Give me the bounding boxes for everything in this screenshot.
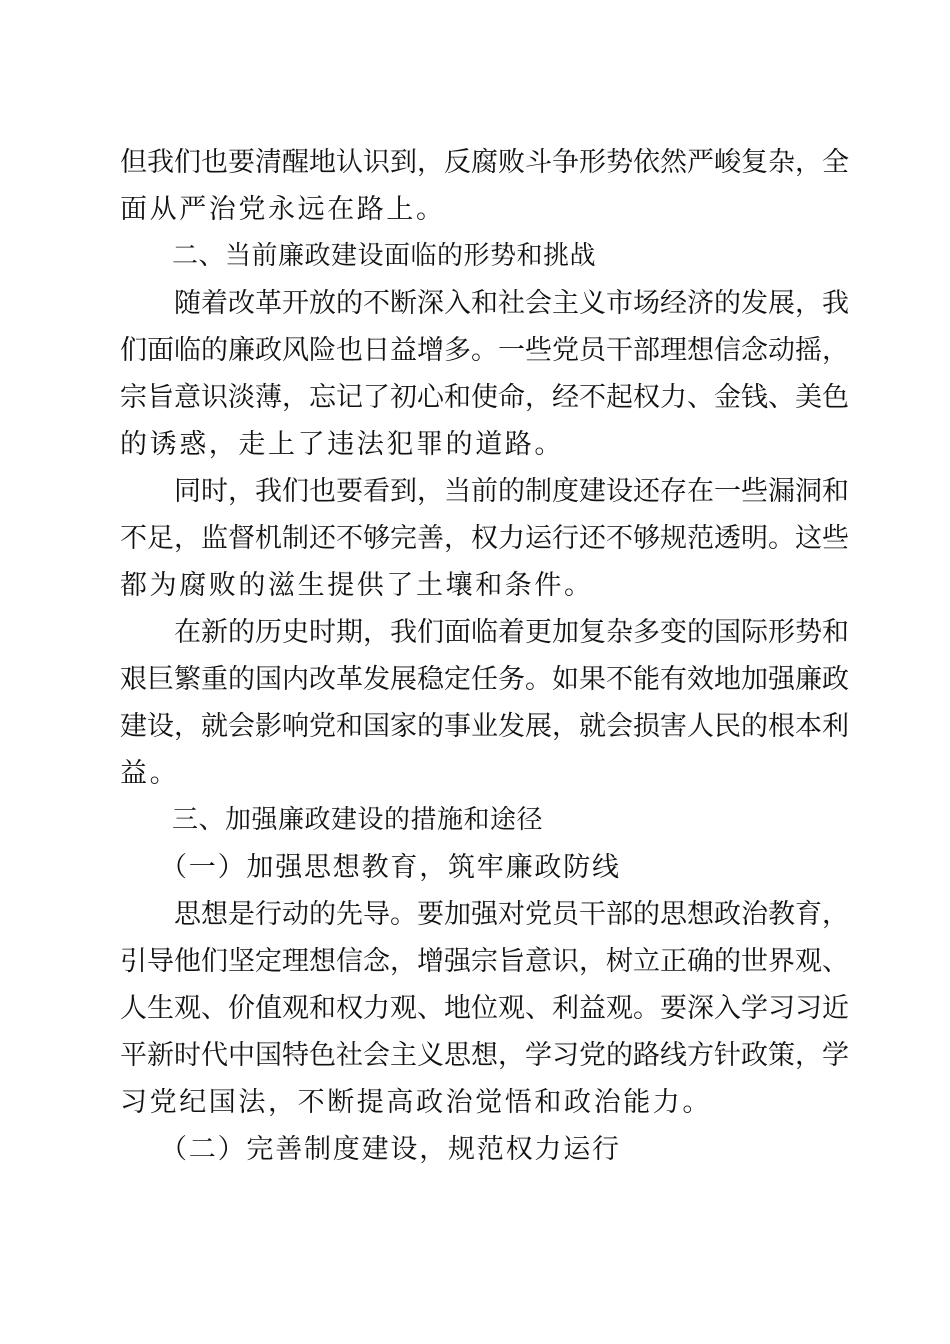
subsection-heading-two: （二）完善制度建设，规范权力运行 <box>160 1134 621 1165</box>
text-line: 宗旨意识淡薄，忘记了初心和使命，经不起权力、金钱、美色 <box>120 382 849 413</box>
text-line: 面从严治党永远在路上。 <box>120 194 446 225</box>
text-line: 平新时代中国特色社会主义思想，学习党的路线方针政策，学 <box>120 1040 849 1071</box>
text-line: 但我们也要清醒地认识到，反腐败斗争形势依然严峻复杂，全 <box>120 147 849 178</box>
text-line: 建设，就会影响党和国家的事业发展，就会损害人民的根本利 <box>120 711 849 742</box>
text-line: 同时，我们也要看到，当前的制度建设还存在一些漏洞和 <box>174 476 849 507</box>
section-heading-two: 二、当前廉政建设面临的形势和挑战 <box>172 241 597 271</box>
paragraph-new-era <box>120 609 849 797</box>
document-page <box>120 139 849 1173</box>
paragraph-education <box>120 891 849 1126</box>
paragraph-risks <box>120 280 849 468</box>
text-line: 益。 <box>120 758 180 789</box>
text-line: 们面临的廉政风险也日益增多。一些党员干部理想信念动摇， <box>120 335 849 366</box>
text-line: 不足，监督机制还不够完善，权力运行还不够规范透明。这些 <box>120 523 849 554</box>
text-line: 习党纪国法，不断提高政治觉悟和政治能力。 <box>120 1087 712 1118</box>
text-line: 在新的历史时期，我们面临着更加复杂多变的国际形势和 <box>174 617 849 648</box>
paragraph-continuation <box>120 139 849 233</box>
text-line: 随着改革开放的不断深入和社会主义市场经济的发展，我 <box>174 288 849 319</box>
text-line: 的诱惑，走上了违法犯罪的道路。 <box>120 429 564 460</box>
text-line: 都为腐败的滋生提供了土壤和条件。 <box>120 570 594 601</box>
text-line: 艰巨繁重的国内改革发展稳定任务。如果不能有效地加强廉政 <box>120 664 849 695</box>
text-line: 人生观、价值观和权力观、地位观、利益观。要深入学习习近 <box>120 993 849 1024</box>
text-line: 引导他们坚定理想信念，增强宗旨意识，树立正确的世界观、 <box>120 946 849 977</box>
paragraph-institutions <box>120 468 849 609</box>
text-line: 思想是行动的先导。要加强对党员干部的思想政治教育， <box>174 899 849 930</box>
subsection-heading-one: （一）加强思想教育，筑牢廉政防线 <box>160 852 621 883</box>
section-heading-three: 三、加强廉政建设的措施和途径 <box>172 805 544 835</box>
